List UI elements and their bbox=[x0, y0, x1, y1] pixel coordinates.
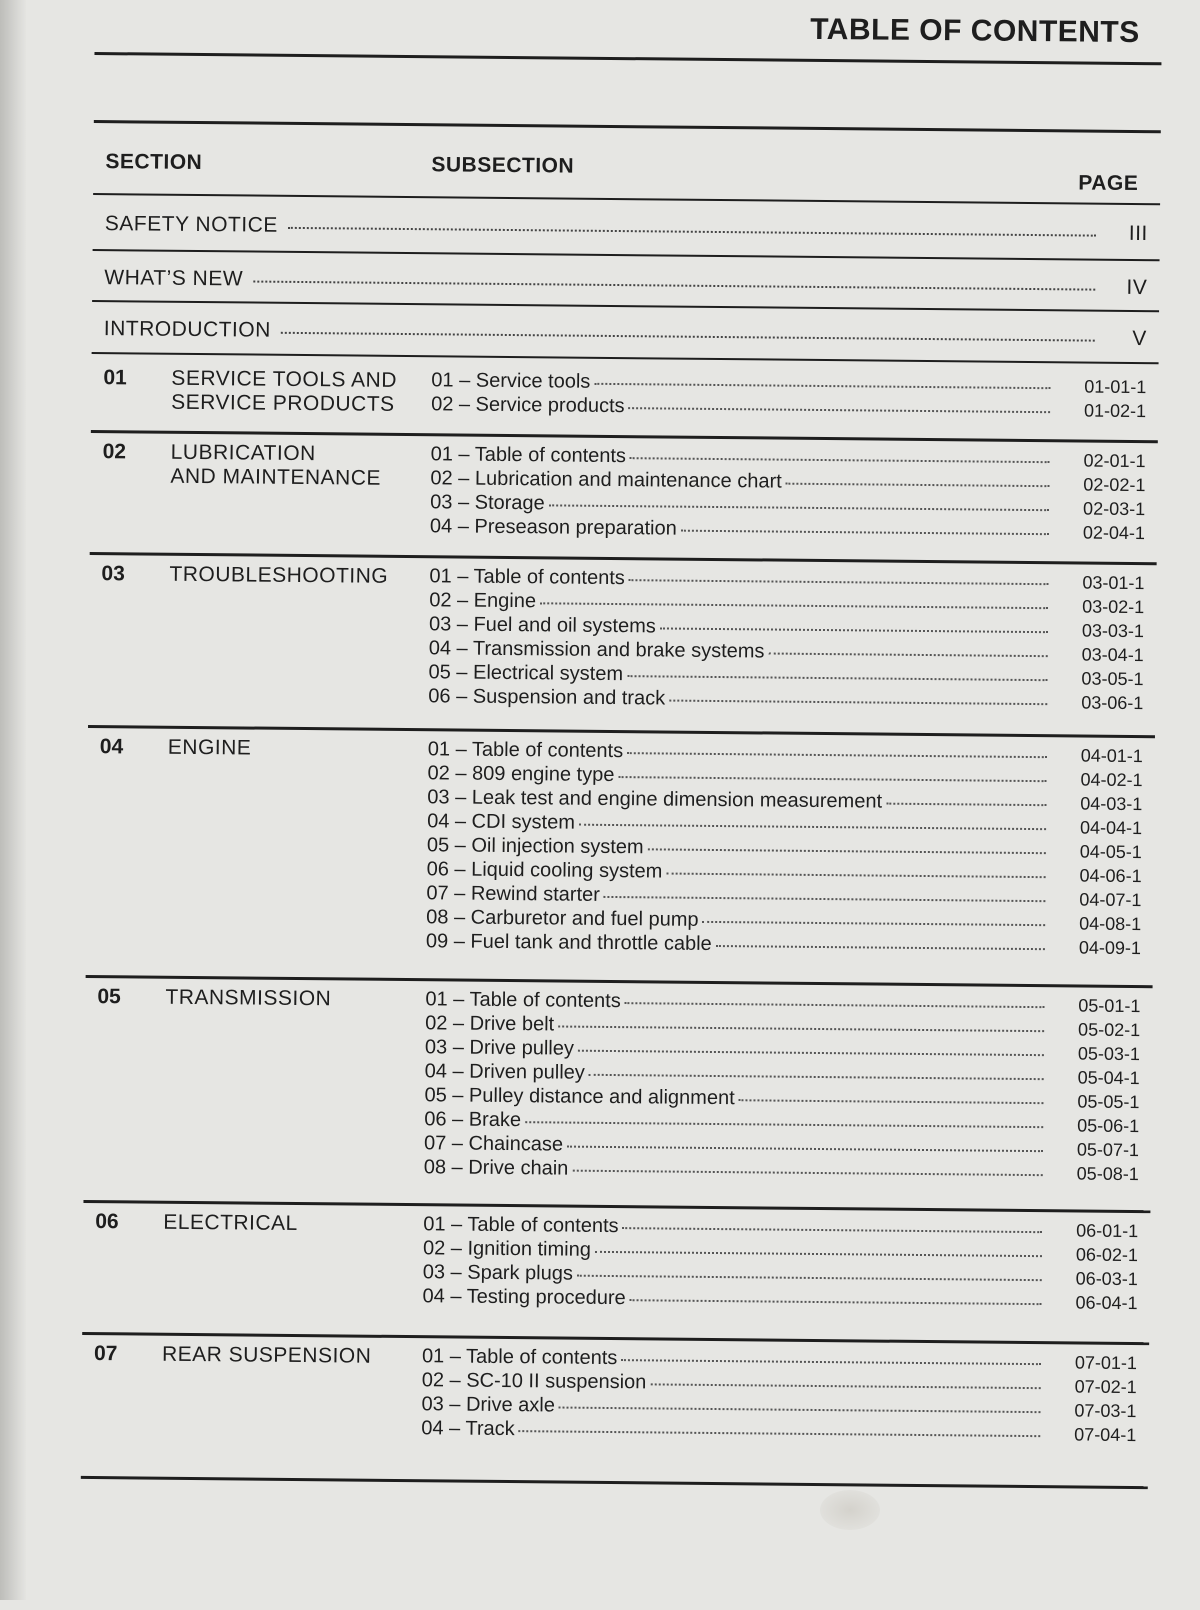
subsection-title: 05 – Pulley distance and alignment bbox=[424, 1084, 735, 1110]
subsection-title: 02 – Engine bbox=[429, 589, 537, 613]
header-subsection: SUBSECTION bbox=[431, 153, 575, 178]
subsection-list bbox=[421, 1345, 1137, 1448]
title-rule bbox=[94, 52, 1161, 65]
section-name: ENGINE bbox=[167, 735, 252, 760]
dot-leader bbox=[669, 700, 1047, 706]
section-name: LUBRICATION AND MAINTENANCE bbox=[170, 440, 382, 490]
dot-leader bbox=[525, 1121, 1043, 1128]
entry-label: WHAT’S NEW bbox=[104, 266, 244, 291]
subsection-title: 04 – Transmission and brake systems bbox=[428, 637, 765, 663]
subsection-page: 04-02-1 bbox=[1080, 769, 1143, 791]
dot-leader bbox=[558, 1025, 1044, 1032]
subsection-title: 03 – Drive pulley bbox=[424, 1036, 575, 1060]
dot-leader bbox=[540, 602, 1048, 609]
row-rule bbox=[92, 352, 1159, 364]
dot-leader bbox=[648, 848, 1046, 854]
subsection-title: 05 – Oil injection system bbox=[426, 834, 644, 859]
dot-leader bbox=[577, 1275, 1042, 1281]
entry-label: SAFETY NOTICE bbox=[104, 212, 278, 237]
subsection-title: 01 – Table of contents bbox=[425, 988, 621, 1013]
dot-leader bbox=[768, 652, 1047, 657]
subsection-title: 04 – Preseason preparation bbox=[429, 515, 677, 540]
bottom-rule bbox=[81, 1476, 1148, 1489]
row-rule bbox=[93, 249, 1160, 261]
subsection-title: 08 – Carburetor and fuel pump bbox=[426, 906, 699, 931]
dot-leader bbox=[567, 1146, 1043, 1153]
section-name: ELECTRICAL bbox=[163, 1210, 298, 1236]
section-name: TROUBLESHOOTING bbox=[169, 562, 389, 588]
dot-leader bbox=[621, 1359, 1041, 1365]
section-name: REAR SUSPENSION bbox=[161, 1342, 372, 1368]
subsection-page: 07-01-1 bbox=[1074, 1352, 1138, 1374]
dot-leader bbox=[579, 824, 1046, 830]
subsection-title: 02 – SC-10 II suspension bbox=[421, 1369, 647, 1394]
subsection-title: 02 – Ignition timing bbox=[422, 1237, 592, 1261]
subsection-page: 04-09-1 bbox=[1078, 937, 1142, 959]
subsection-page: 04-06-1 bbox=[1079, 865, 1142, 887]
subsection-page: 05-08-1 bbox=[1076, 1163, 1139, 1185]
section-block bbox=[91, 366, 1158, 422]
subsection-page: 05-06-1 bbox=[1077, 1115, 1140, 1137]
book-binding-shadow bbox=[0, 0, 26, 1600]
section-number: 06 bbox=[95, 1210, 119, 1234]
header-bottom-rule bbox=[93, 193, 1160, 205]
section-number: 03 bbox=[101, 562, 125, 586]
subsection-page: 02-01-1 bbox=[1083, 450, 1146, 472]
subsection-list bbox=[424, 988, 1141, 1187]
subsection-title: 01 – Table of contents bbox=[423, 1213, 619, 1238]
subsection-page: 05-05-1 bbox=[1077, 1091, 1140, 1113]
subsection-page: 06-02-1 bbox=[1075, 1244, 1139, 1266]
dot-leader bbox=[519, 1430, 1041, 1437]
dot-leader bbox=[281, 332, 1095, 342]
subsection-page: 04-04-1 bbox=[1079, 817, 1143, 839]
subsection-title: 03 – Spark plugs bbox=[422, 1261, 574, 1285]
section-name: SERVICE TOOLS AND SERVICE PRODUCTS bbox=[171, 366, 398, 416]
section-name: TRANSMISSION bbox=[165, 985, 332, 1011]
dot-leader bbox=[886, 803, 1046, 807]
subsection-title: 04 – Track bbox=[421, 1417, 515, 1441]
section-number: 07 bbox=[93, 1342, 118, 1366]
dot-leader bbox=[627, 752, 1047, 758]
dot-leader bbox=[288, 227, 1096, 237]
dot-leader bbox=[549, 504, 1049, 511]
subsection-page: 04-05-1 bbox=[1079, 841, 1142, 863]
subsection-title: 01 – Table of contents bbox=[427, 738, 624, 763]
subsection-page: 07-02-1 bbox=[1074, 1376, 1137, 1398]
dot-leader bbox=[594, 383, 1050, 389]
subsection-page: 03-02-1 bbox=[1082, 596, 1145, 618]
dot-leader bbox=[716, 945, 1045, 950]
subsection-page: 05-07-1 bbox=[1076, 1139, 1140, 1161]
subsection-title: 01 – Table of contents bbox=[421, 1345, 618, 1370]
subsection-list bbox=[430, 443, 1146, 546]
dot-leader bbox=[627, 675, 1047, 681]
subsection-page: 02-04-1 bbox=[1082, 522, 1146, 544]
dot-leader bbox=[604, 896, 1046, 902]
header-top-rule bbox=[94, 120, 1161, 133]
subsection-page: 04-08-1 bbox=[1079, 913, 1142, 935]
header-section: SECTION bbox=[105, 150, 203, 175]
subsection-page: 06-03-1 bbox=[1075, 1268, 1138, 1290]
dot-leader bbox=[681, 530, 1049, 536]
entry-page: V bbox=[1132, 326, 1147, 351]
subsection-title: 04 – CDI system bbox=[427, 810, 576, 834]
dot-leader bbox=[703, 921, 1046, 926]
toc-page bbox=[80, 0, 1170, 1610]
subsection-title: 03 – Fuel and oil systems bbox=[428, 613, 656, 638]
subsection-page: 03-03-1 bbox=[1081, 620, 1145, 642]
subsection-page: 04-03-1 bbox=[1080, 793, 1143, 815]
subsection-title: 06 – Brake bbox=[424, 1108, 522, 1132]
subsection-title: 01 – Table of contents bbox=[430, 443, 627, 468]
dot-leader bbox=[630, 457, 1050, 463]
subsection-title: 01 – Table of contents bbox=[429, 565, 625, 590]
dot-leader bbox=[623, 1227, 1043, 1233]
paper-smudge bbox=[820, 1490, 880, 1530]
dot-leader bbox=[739, 1099, 1044, 1104]
dot-leader bbox=[629, 407, 1051, 413]
subsection-title: 03 – Leak test and engine dimension measurement bbox=[427, 786, 883, 813]
section-number: 05 bbox=[97, 985, 121, 1009]
subsection-page: 03-05-1 bbox=[1081, 668, 1144, 690]
subsection-list bbox=[426, 738, 1143, 961]
subsection-page: 05-03-1 bbox=[1077, 1043, 1141, 1065]
subsection-title: 06 – Suspension and track bbox=[428, 685, 666, 710]
subsection-title: 08 – Drive chain bbox=[423, 1156, 569, 1180]
subsection-page: 04-07-1 bbox=[1079, 889, 1142, 911]
subsection-page: 05-02-1 bbox=[1078, 1019, 1141, 1041]
subsection-list bbox=[422, 1213, 1138, 1316]
section-number: 02 bbox=[102, 440, 127, 464]
dot-leader bbox=[629, 579, 1049, 585]
dot-leader bbox=[595, 1251, 1042, 1257]
subsection-page: 03-06-1 bbox=[1081, 692, 1144, 714]
subsection-title: 06 – Liquid cooling system bbox=[426, 858, 663, 883]
entry-page: IV bbox=[1126, 275, 1148, 300]
dot-leader bbox=[630, 1299, 1042, 1305]
page-title: TABLE OF CONTENTS bbox=[809, 12, 1140, 50]
entry-page: III bbox=[1128, 221, 1148, 246]
subsection-page: 05-01-1 bbox=[1078, 995, 1141, 1017]
subsection-page: 01-02-1 bbox=[1083, 400, 1147, 422]
row-rule bbox=[92, 300, 1159, 312]
dot-leader bbox=[666, 873, 1045, 879]
subsection-title: 03 – Drive axle bbox=[421, 1393, 556, 1417]
subsection-title: 02 – Service products bbox=[431, 393, 625, 418]
section-number: 01 bbox=[103, 366, 127, 390]
toc-entry-safety-notice[interactable] bbox=[105, 212, 1148, 246]
subsection-title: 01 – Service tools bbox=[431, 369, 591, 393]
dot-leader bbox=[625, 1002, 1045, 1008]
subsection-page: 07-03-1 bbox=[1074, 1400, 1137, 1422]
subsection-page: 06-04-1 bbox=[1075, 1292, 1138, 1314]
subsection-list bbox=[428, 565, 1144, 716]
dot-leader bbox=[660, 627, 1048, 633]
subsection-title: 02 – 809 engine type bbox=[427, 762, 615, 787]
subsection-title: 02 – Lubrication and maintenance chart bbox=[430, 467, 782, 493]
subsection-title: 07 – Rewind starter bbox=[426, 882, 600, 906]
dot-leader bbox=[572, 1170, 1042, 1177]
entry-label: INTRODUCTION bbox=[103, 317, 271, 342]
subsection-title: 04 – Testing procedure bbox=[422, 1285, 626, 1310]
toc-entry-whats-new[interactable] bbox=[104, 266, 1147, 300]
subsection-title: 09 – Fuel tank and throttle cable bbox=[425, 930, 712, 955]
subsection-page: 03-01-1 bbox=[1082, 572, 1145, 594]
section-number: 04 bbox=[99, 735, 124, 759]
subsection-title: 07 – Chaincase bbox=[423, 1132, 564, 1156]
subsection-title: 03 – Storage bbox=[430, 491, 545, 515]
dot-leader bbox=[253, 281, 1095, 291]
dot-leader bbox=[578, 1050, 1044, 1056]
subsection-page: 03-04-1 bbox=[1081, 644, 1144, 666]
subsection-page: 07-04-1 bbox=[1074, 1424, 1137, 1446]
dot-leader bbox=[650, 1383, 1040, 1389]
subsection-page: 05-04-1 bbox=[1077, 1067, 1140, 1089]
subsection-title: 02 – Drive belt bbox=[425, 1012, 555, 1036]
dot-leader bbox=[559, 1407, 1041, 1414]
subsection-page: 06-01-1 bbox=[1076, 1220, 1139, 1242]
dot-leader bbox=[786, 483, 1050, 488]
toc-entry-introduction[interactable] bbox=[104, 317, 1147, 351]
subsection-page: 02-02-1 bbox=[1083, 474, 1146, 496]
subsection-page: 01-01-1 bbox=[1084, 376, 1147, 398]
subsection-list bbox=[431, 369, 1146, 424]
dot-leader bbox=[589, 1074, 1044, 1080]
dot-leader bbox=[618, 776, 1046, 782]
header-page: PAGE bbox=[1078, 171, 1139, 196]
subsection-title: 04 – Driven pulley bbox=[424, 1060, 585, 1084]
subsection-page: 02-03-1 bbox=[1083, 498, 1146, 520]
subsection-page: 04-01-1 bbox=[1080, 745, 1143, 767]
subsection-title: 05 – Electrical system bbox=[428, 661, 624, 686]
